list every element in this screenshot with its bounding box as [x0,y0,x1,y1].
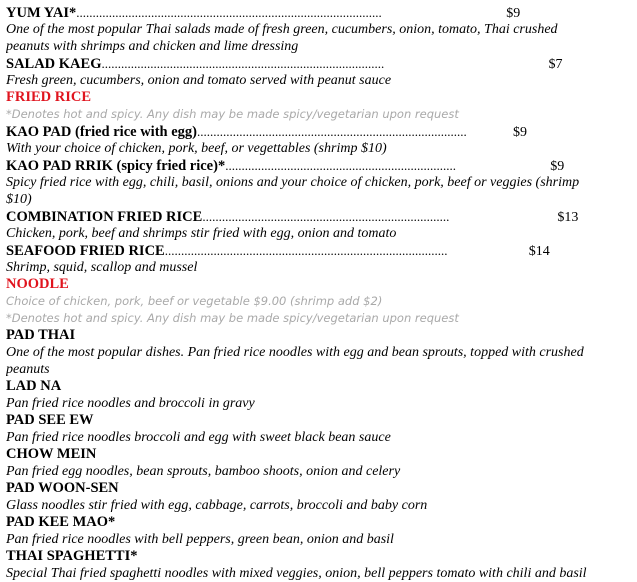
menu-item-name: KAO PAD (fried rice with egg) [6,124,197,140]
dot-leader: ....................................................................................... [164,243,448,258]
menu-item-price: $9 [506,6,521,21]
menu-item-name: SEAFOOD FRIED RICE [6,243,165,259]
menu-item-name: PAD THAI [6,327,76,343]
menu-item-name: SALAD KAEG [6,56,102,72]
menu-item-price: $9 [550,159,565,174]
menu-item-name: PAD SEE EW [6,412,94,428]
menu-item-description: With your choice of chicken, pork, beef, or vegettables (shrimp $10) [6,141,387,156]
menu-item-price: $13 [557,210,579,225]
menu-item-name: THAI SPAGHETTI* [6,548,138,564]
menu-item-name: PAD WOON-SEN [6,480,119,496]
section-note: *Denotes hot and spicy. Any dish may be made spicy/vegetarian upon request [6,107,459,121]
menu-item-description: $10) [6,192,32,207]
menu-item-description: peanuts with shrimps and chicken and lime dressing [6,39,299,54]
menu-item-description: Pan fried egg noodles, bean sprouts, bamboo shoots, onion and celery [6,464,401,479]
menu-item-price: $7 [548,57,563,72]
menu-item-description: One of the most popular dishes. Pan fried rice noodles with egg and bean sprouts, topped with crushed [6,345,584,360]
menu-item-description: Fresh green, cucumbers, onion and tomato served with peanut sauce [6,73,392,88]
menu-page [6,4,634,582]
section-heading: NOODLE [6,276,69,292]
menu-item-description: One of the most popular Thai salads made of fresh green, cucumbers, onion, tomato, Thai crushed [6,22,558,37]
menu-item-description: Chicken, pork, beef and shrimps stir fried with egg, onion and tomato [6,226,397,241]
menu-item-row [6,123,634,140]
menu-item-description: Special Thai fried spaghetti noodles with mixed veggies, onion, bell peppers tomato with chili and basil [6,566,587,581]
dot-leader: ................................................................................... [197,124,467,139]
menu-item-description: Pan fried rice noodles with bell peppers, green bean, onion and basil [6,532,394,547]
menu-item-row [6,55,634,72]
section-note: Choice of chicken, pork, beef or vegetable $9.00 (shrimp add $2) [6,294,383,308]
menu-item-name: KAO PAD RRIK (spicy fried rice)* [6,158,226,174]
menu-item-name: COMBINATION FRIED RICE [6,209,203,225]
menu-item-description: Pan fried rice noodles and broccoli in gravy [6,396,255,411]
menu-item-row [6,4,634,21]
dot-leader: ....................................................................................... [101,56,385,71]
menu-item-name: LAD NA [6,378,62,394]
menu-item-price: $9 [513,125,527,140]
dot-leader: ............................................................................ [202,209,450,224]
dot-leader: ....................................................................... [225,158,456,173]
menu-item-row [6,157,634,174]
menu-item-description: peanuts [6,362,50,377]
menu-item-description: Pan fried rice noodles broccoli and egg with sweet black bean sauce [6,430,391,445]
menu-item-name: YUM YAI* [6,5,77,21]
menu-item-row [6,242,634,259]
menu-item-price: $14 [528,244,550,259]
section-note: *Denotes hot and spicy. Any dish may be made spicy/vegetarian upon request [6,311,459,325]
dot-leader: .............................................................................................. [76,5,382,20]
menu-item-name: CHOW MEIN [6,446,97,462]
menu-item-description: Shrimp, squid, scallop and mussel [6,260,198,275]
menu-item-description: Spicy fried rice with egg, chili, basil, onions and your choice of chicken, pork, beef or veggies (shrimp [6,175,580,190]
menu-item-name: PAD KEE MAO* [6,514,116,530]
section-heading: FRIED RICE [6,89,91,105]
menu-item-row [6,208,634,225]
menu-item-description: Glass noodles stir fried with egg, cabbage, carrots, broccoli and baby corn [6,498,428,513]
